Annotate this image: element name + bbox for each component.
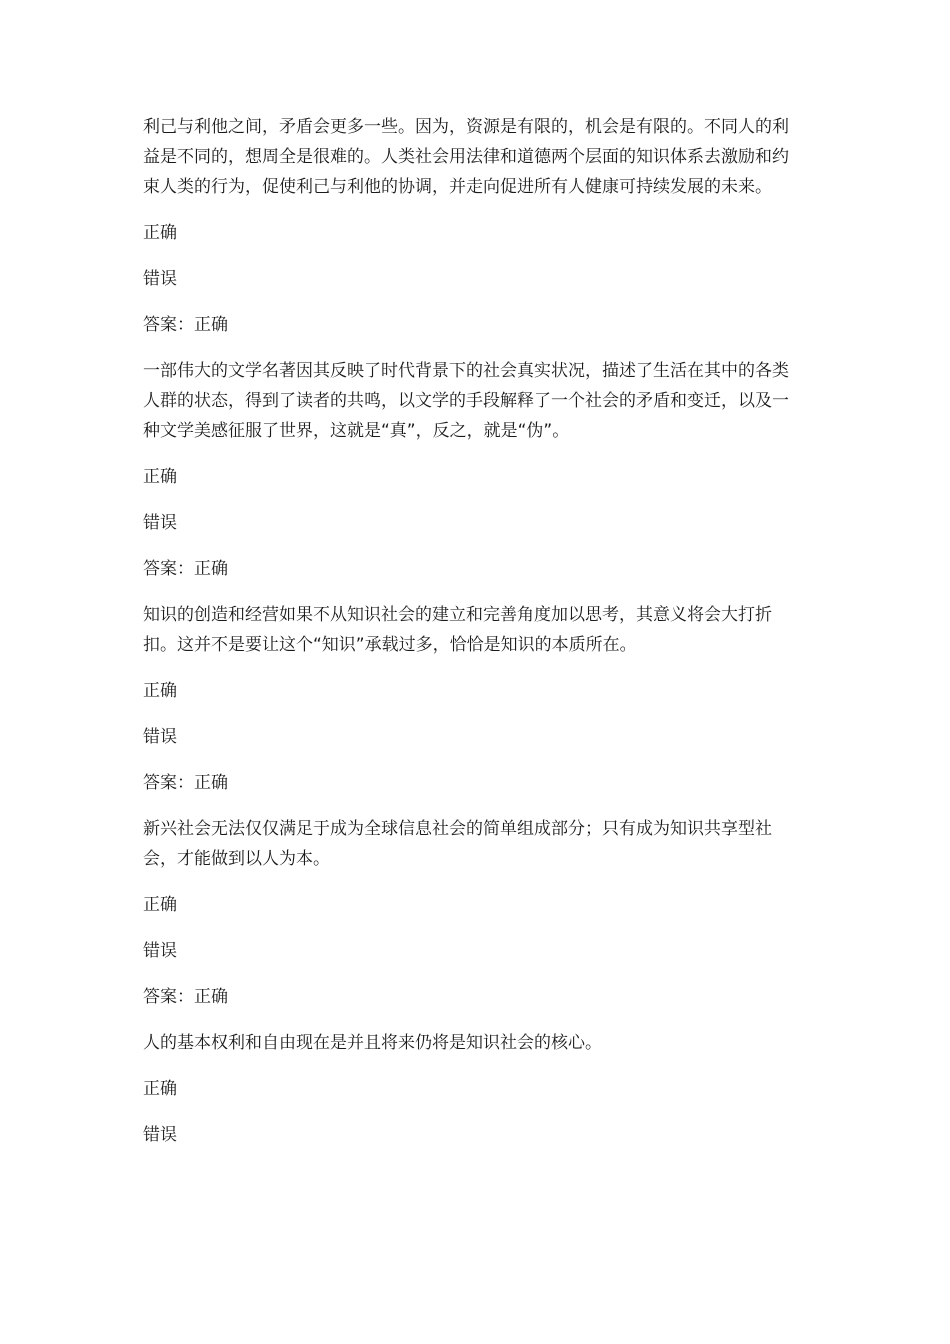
answer-text: 答案：正确 — [143, 773, 228, 793]
option-false[interactable]: 错误 — [143, 727, 177, 747]
question-text: 利己与利他之间，矛盾会更多一些。因为，资源是有限的，机会是有限的。不同人的利益是不同的，想周全是很难的。人类社会用法律和道德两个层面的知识体系去激励和约束人类的行为，促使利己与利他的协调，并走向促进所有人健康可持续发展的未来。 — [143, 117, 789, 197]
answer-text: 答案：正确 — [143, 315, 228, 335]
question-block — [143, 1028, 798, 1150]
question-text: 一部伟大的文学名著因其反映了时代背景下的社会真实状况，描述了生活在其中的各类人群的状态，得到了读者的共鸣，以文学的手段解释了一个社会的矛盾和变迁，以及一种文学美感征服了世界，这就是“真”，反之，就是“伪”。 — [143, 361, 789, 441]
question-block — [143, 814, 798, 1012]
option-true[interactable]: 正确 — [143, 895, 177, 915]
question-text: 人的基本权利和自由现在是并且将来仍将是知识社会的核心。 — [143, 1033, 602, 1053]
question-block — [143, 356, 798, 584]
option-true[interactable]: 正确 — [143, 467, 177, 487]
question-text: 新兴社会无法仅仅满足于成为全球信息社会的简单组成部分；只有成为知识共享型社会，才能做到以人为本。 — [143, 819, 772, 869]
option-false[interactable]: 错误 — [143, 941, 177, 961]
option-false[interactable]: 错误 — [143, 269, 177, 289]
option-false[interactable]: 错误 — [143, 513, 177, 533]
option-true[interactable]: 正确 — [143, 223, 177, 243]
option-true[interactable]: 正确 — [143, 681, 177, 701]
answer-text: 答案：正确 — [143, 987, 228, 1007]
question-text: 知识的创造和经营如果不从知识社会的建立和完善角度加以思考，其意义将会大打折扣。这并不是要让这个“知识”承载过多，恰恰是知识的本质所在。 — [143, 605, 772, 655]
option-true[interactable]: 正确 — [143, 1079, 177, 1099]
answer-text: 答案：正确 — [143, 559, 228, 579]
question-block — [143, 600, 798, 798]
question-list — [143, 112, 798, 1150]
option-false[interactable]: 错误 — [143, 1125, 177, 1145]
question-block — [143, 112, 798, 340]
